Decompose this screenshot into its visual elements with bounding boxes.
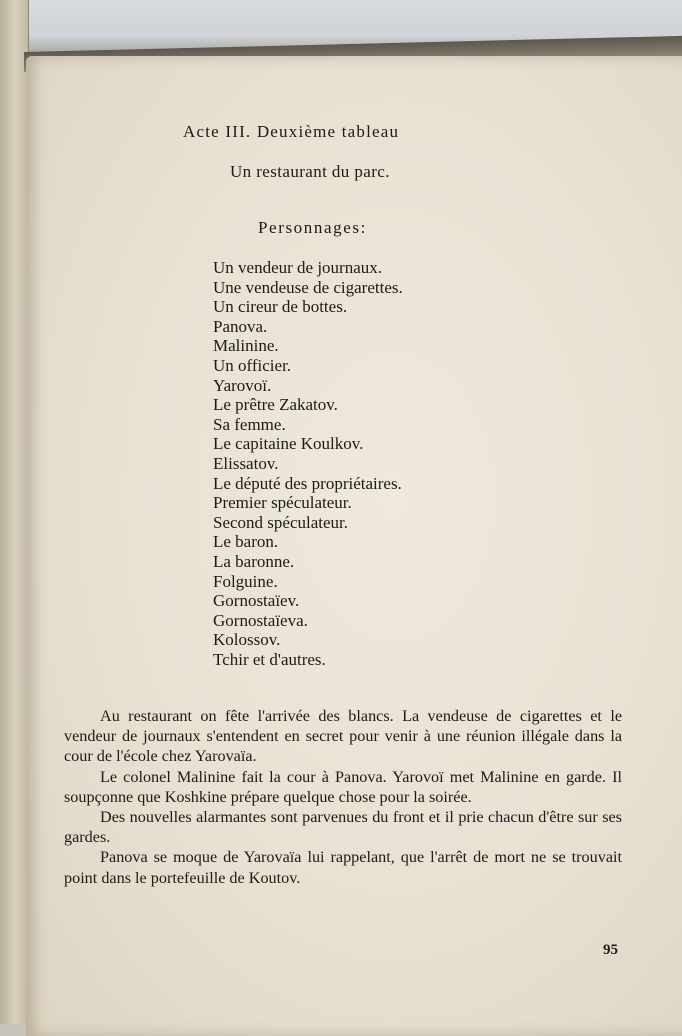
cast-item: Yarovoï.: [213, 375, 272, 395]
cast-item: Le prêtre Zakatov.: [213, 395, 338, 415]
cast-item: Gornostaïev.: [213, 591, 300, 611]
scene-summary: [64, 706, 622, 888]
cast-item: Kolossov.: [213, 630, 281, 650]
cast-item: Le capitaine Koulkov.: [213, 434, 364, 454]
cast-item: Un vendeur de journaux.: [213, 258, 383, 277]
cast-item: Un cireur de bottes.: [213, 297, 348, 317]
cast-item: Premier spéculateur.: [213, 493, 352, 513]
cast-item: Tchir et d'autres.: [213, 649, 326, 669]
page-title: Acte III. Deuxième tableau: [183, 122, 400, 141]
summary-paragraph: Panova se moque de Yarovaïa lui rappelant, que l'arrêt de mort ne se trouvait point dans le portefeuille de Koutov.: [64, 848, 622, 887]
cast-item: Malinine.: [213, 336, 279, 356]
cast-item: Panova.: [213, 316, 268, 336]
cast-heading: Personnages:: [258, 218, 367, 237]
cast-item: Second spéculateur.: [213, 512, 349, 532]
cast-item: Folguine.: [213, 571, 278, 591]
cast-item: Un officier.: [213, 355, 292, 375]
scene-subtitle: Un restaurant du parc.: [230, 162, 390, 181]
cast-item: Le baron.: [213, 532, 279, 552]
cast-list: [213, 258, 403, 669]
cast-item: Sa femme.: [213, 414, 286, 434]
cast-item: Le député des propriétaires.: [213, 473, 402, 493]
page-number: 95: [603, 942, 618, 958]
summary-paragraph: Des nouvelles alarmantes sont parvenues du front et il prie chacun d'être sur ses gardes.: [64, 808, 622, 847]
cast-item: Gornostaïeva.: [213, 610, 308, 630]
facing-page-edge: [0, 0, 29, 1024]
summary-paragraph: Au restaurant on fête l'arrivée des blancs. La vendeuse de cigarettes et le vendeur de journaux s'entendent en secret pour venir à une réunion illégale dans la cour de l'école chez Yarovaïa.: [64, 707, 622, 766]
cast-item: Elissatov.: [213, 453, 279, 473]
cast-item: La baronne.: [213, 551, 295, 571]
summary-paragraph: Le colonel Malinine fait la cour à Panova. Yarovoï met Malinine en garde. Il soupçonne que Koshkine prépare quelque chose pour la soirée.: [64, 767, 622, 806]
cast-item: Une vendeuse de cigarettes.: [213, 277, 403, 297]
